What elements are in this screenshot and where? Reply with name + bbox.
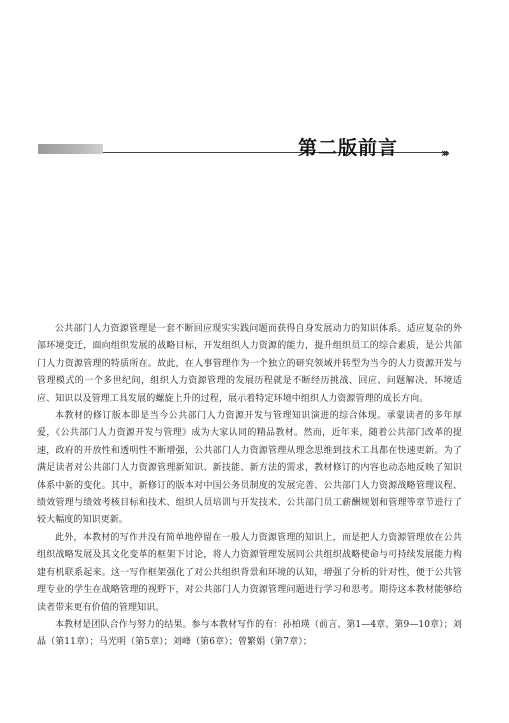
header-gray-block (38, 144, 103, 154)
paragraph: 本教材的修订版本即是当今公共部门人力资源开发与管理知识演进的综合体现。承蒙读者的多年厚爱，《公共部门人力资源开发与管理》成为大家认同的精品教材。然而，近年来，随着公共部门改革的提速，政府的开放性和透明性不断增强，公共部门人力资源管理从理念思维到技术工具都在快速更新。为了满足读者对公共部门人力资源管理新知识、新技能、新方法的需求，教材修订的内容也动态地反映了知识体系中新的变化。其中，新修订的版本对中国公务员制度的发展完善、公共部门人力资源战略管理议程、绩效管理与绩效考核目标和技术、组织人员培训与开发技术、公共部门员工薪酬规划和管理等章节进行了较大幅度的知识更新。 (37, 411, 462, 526)
paragraph: 本教材是团队合作与努力的结果。参与本教材写作的有：孙柏瑛（前言、第1—4章、第9—10章）；刘晶（第11章）；马光明（第5章）；刘峰（第6章）；曾繁娟（第7章）； (37, 619, 462, 648)
paragraph: 此外，本教材的写作并没有简单地停留在一般人力资源管理的知识上，而是把人力资源管理放在公共组织战略发展及其文化变革的框架下讨论，将人力资源管理发展同公共组织战略使命与可持续发展能力构建有机联系起来。这一写作框架强化了对公共组织背景和环境的认知，增强了分析的针对性，便于公共管理专业的学生在战略管理的视野下，对公共部门人力资源管理问题进行学习和思考。期待这本教材能够给读者带来更有价值的管理知识。 (37, 532, 462, 613)
page-title: 第二版前言 (298, 137, 399, 159)
paragraph: 公共部门人力资源管理是一套不断回应现实实践问题而获得自身发展动力的知识体系。适应复杂的外部环境变迁，面向组织发展的战略目标，开发组织人力资源的能力，提升组织员工的综合素质，是公共部门人力资源管理的特质所在。故此，在人事管理作为一个独立的研究领域并转型为当今的人力资源开发与管理模式的一个多世纪间，组织人力资源管理的发展历程就是不断经历挑战、回应、问题解决、环境适应、知识以及管理工具发展的螺旋上升的过程，展示着特定环境中组织人力资源管理的成长方向。 (37, 324, 462, 404)
chevrons-icon: ››› (441, 146, 447, 160)
body-text (37, 321, 462, 652)
